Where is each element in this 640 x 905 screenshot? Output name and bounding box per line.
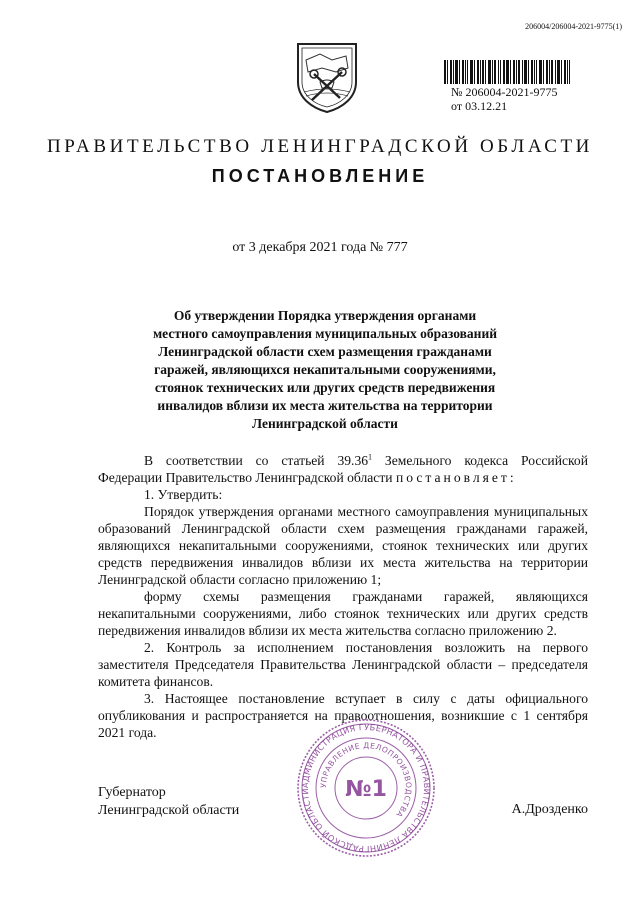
paragraph-item-1: 1. Утвердить:: [144, 487, 223, 502]
registration-mark: 206004/206004-2021-9775(1): [525, 22, 622, 31]
paragraph-item-2: 2. Контроль за исполнением постановления возложить на первого заместителя Председателя Правительства Ленинградской области – председателя комитета финансов.: [98, 640, 588, 689]
decree-word: постановляет:: [395, 470, 517, 485]
document-body: [98, 452, 588, 741]
registration-date: от 03.12.21: [451, 99, 508, 113]
paragraph-procedure: Порядок утверждения органами местного самоуправления муниципальных образований Ленинградской области схем размещения гражданами гаражей, являющихся некапитальными сооружениями, стоянок технических или других средств передвижения инвалидов вблизи их места жительства на территории Ленинградской области согласно приложению 1;: [98, 504, 588, 587]
signatory-position: Губернатор Ленинградской области: [98, 785, 240, 818]
svg-text:АДМИНИСТРАЦИЯ ГУБЕРНАТОРА И ПР: АДМИНИСТРАЦИЯ ГУБЕРНАТОРА И ПРАВИТЕЛЬСТВА ЛЕНИНГРАДСКОЙ ОБЛАСТИ: [299, 721, 433, 855]
seal-center-number: №1: [345, 777, 387, 802]
registration-number: № 206004-2021-9775: [451, 85, 558, 99]
official-seal-icon: [296, 718, 436, 858]
paragraph-form: форму схемы размещения гражданами гаражей, являющихся некапитальными сооружениями, либо стоянок технических или других средств передвижения инвалидов вблизи их места жительства согласно приложению 2.: [98, 589, 588, 638]
document-type: ПОСТАНОВЛЕНИЕ: [211, 166, 429, 186]
paragraph-item-3: 3. Настоящее постановление вступает в силу с даты официального опубликования и распространяется на правоотношения, возникшие с 1 сентября 2021 года.: [98, 691, 588, 740]
government-title: ПРАВИТЕЛЬСТВО ЛЕНИНГРАДСКОЙ ОБЛАСТИ: [46, 136, 594, 157]
paragraph-preamble: В соответствии со статьей 39.36$^1$ Земельного кодекса Российской Федерации Правительство Ленинградской области постановляет:: [98, 452, 588, 485]
signatory-name: А.Дрозденко: [511, 802, 588, 817]
barcode-icon: [444, 60, 570, 84]
document-date-number: от 3 декабря 2021 года № 777: [232, 240, 408, 255]
coat-of-arms-icon: [292, 38, 362, 114]
document-subject: Об утверждении Порядка утверждения органами местного самоуправления муниципальных образований Ленинградской области схем размещения гражданами гаражей, являющихся некапитальными сооружениями, стоянок технических или других средств передвижения инвалидов вблизи их места жительства на территории Ленинградской области: [152, 308, 498, 431]
registration-block: [451, 85, 557, 113]
svg-text:УПРАВЛЕНИЕ ДЕЛОПРОИЗВОДСТВА: УПРАВЛЕНИЕ ДЕЛОПРОИЗВОДСТВА: [318, 740, 414, 820]
